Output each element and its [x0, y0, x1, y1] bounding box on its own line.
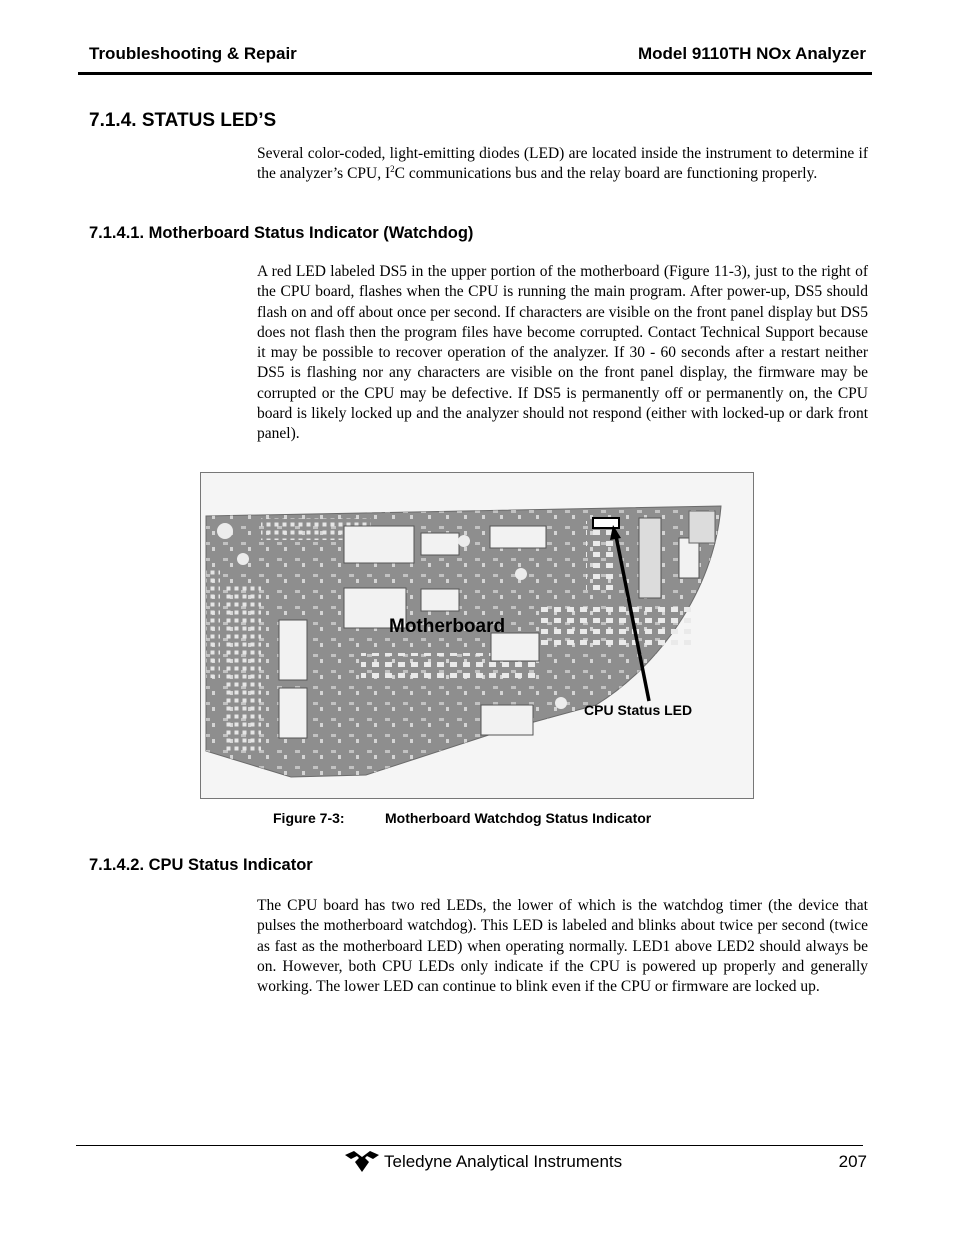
- section-intro: [257, 144, 868, 185]
- figure-caption: Motherboard Watchdog Status Indicator: [385, 810, 652, 826]
- running-header-section: Troubleshooting & Repair: [89, 44, 297, 63]
- intro-superscript: 2: [390, 164, 395, 175]
- page-number: 207: [838, 1152, 867, 1171]
- header-rule: [78, 72, 872, 75]
- running-header-model: Model 9110TH NOx Analyzer: [637, 44, 866, 63]
- teledyne-logo-icon: [345, 1151, 379, 1173]
- subsection-title-cpu-status: 7.1.4.2. CPU Status Indicator: [89, 856, 313, 874]
- cpu-status-led-marker: [593, 518, 619, 528]
- intro-text-start: Several color-coded, light-emitting diodes (LED) are located inside the instrument to determine if the analyzer’s CPU, I: [257, 145, 868, 183]
- subsection-title-watchdog: 7.1.4.1. Motherboard Status Indicator (Watchdog): [89, 224, 474, 242]
- cpu-status-paragraph: The CPU board has two red LEDs, the lower of which is the watchdog timer (the device that pulses the motherboard watchdog). This LED is labeled and blinks about twice per second (twice as fast as the motherboard LED) when operating normally. LED1 above LED2 should always be on. However, both CPU LEDs only indicate if the CPU is powered up properly and generally working. The lower LED can continue to blink even if the CPU or firmware are locked up.: [257, 897, 868, 996]
- footer-company: Teledyne Analytical Instruments: [384, 1152, 623, 1171]
- intro-text-end: C communications bus and the relay board are functioning properly.: [394, 165, 818, 183]
- cpu-status-led-label: CPU Status LED: [584, 702, 693, 718]
- section-title: 7.1.4. STATUS LED’S: [89, 110, 277, 131]
- watchdog-paragraph: A red LED labeled DS5 in the upper portion of the motherboard (Figure 11-3), just to the right of the CPU board, flashes when the CPU is running the main program. After power-up, DS5 should flash on and off about once per second. If characters are visible on the front panel display but DS5 does not flash then the program files have become corrupted. Contact Technical Support because it may be possible to recover operation of the analyzer. If 30 - 60 seconds after a restart neither DS5 is flashing nor any characters are visible on the front panel display, the firmware may be corrupted or the CPU may be defective. If DS5 is permanently off or permanently on, the CPU board is likely locked up and the analyzer should not respond (either with locked-up or dark front panel).: [257, 263, 868, 443]
- footer-rule: [76, 1145, 863, 1146]
- motherboard-illustration: [201, 473, 753, 798]
- figure-number: Figure 7-3:: [273, 810, 345, 826]
- motherboard-figure: [200, 472, 754, 799]
- motherboard-label: Motherboard: [389, 616, 506, 637]
